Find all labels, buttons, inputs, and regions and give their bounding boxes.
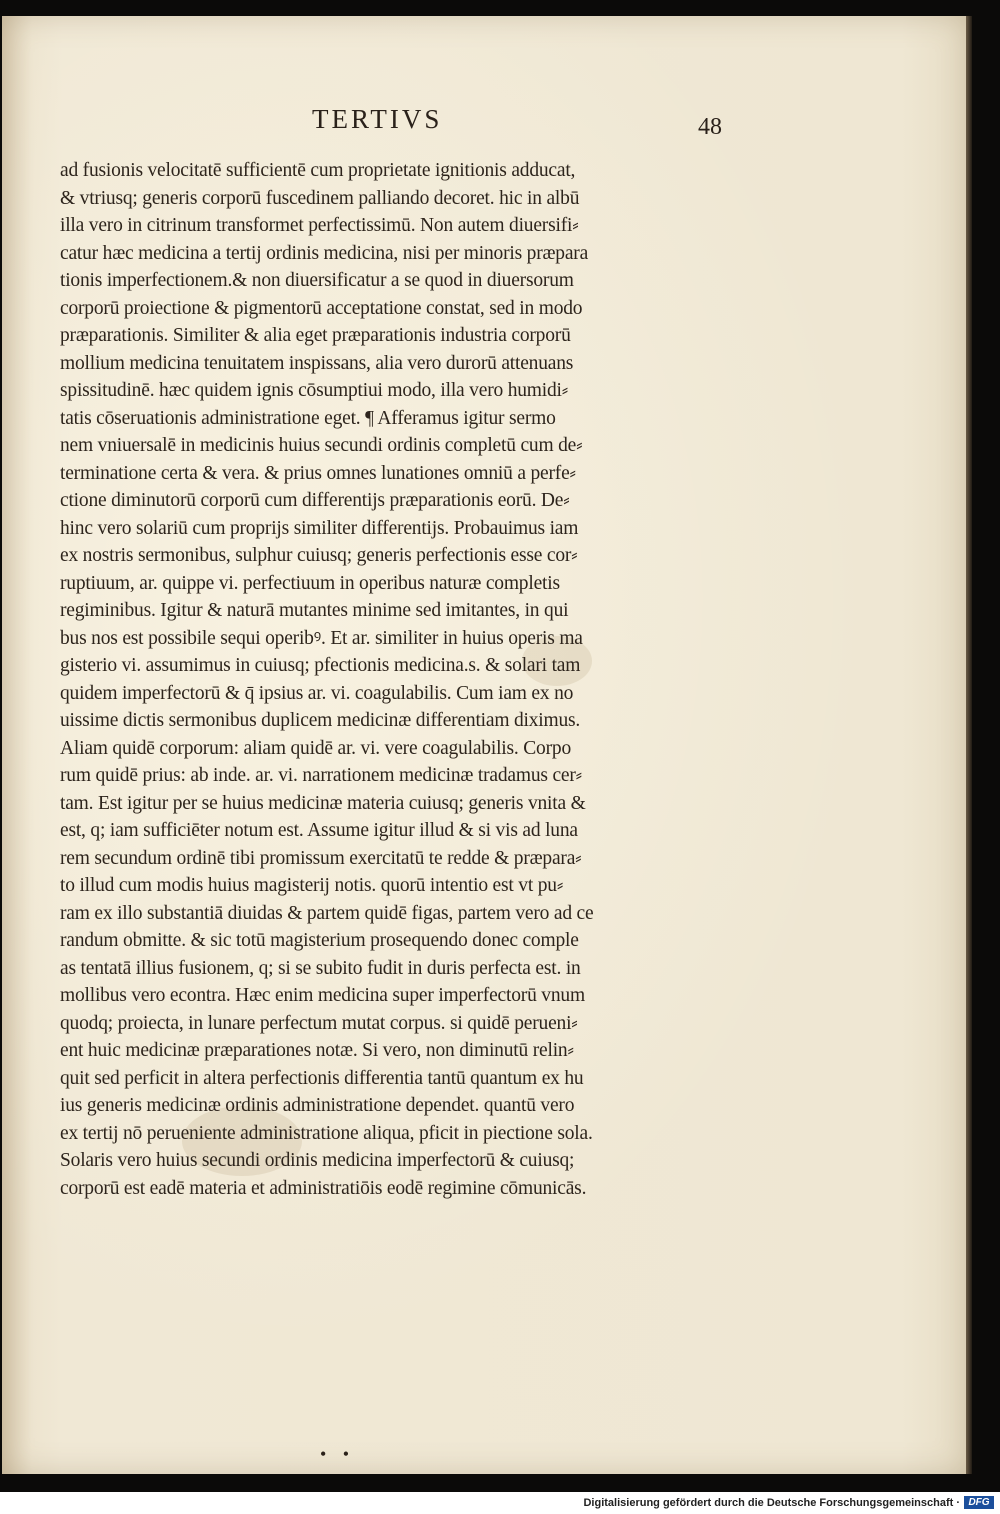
text-line: quodq; proiecta, in lunare perfectum mutat corpus. si quidē perueni⸗: [60, 1012, 578, 1034]
text-line: quidem imperfectorū & q̄ ipsius ar. vi. coagulabilis. Cum iam ex no: [60, 682, 574, 704]
text-line: to illud cum modis huius magisterij notis. quorū intentio est vt pu⸗: [60, 875, 564, 896]
text-line: tionis imperfectionem.& non diuersificatur a se quod in diuersorum: [60, 270, 574, 291]
text-line: illa vero in citrinum transformet perfectissimū. Non autem diuersifi⸗: [60, 215, 579, 236]
text-line: corporū proiectione & pigmentorū acceptatione constat, sed in modo: [60, 297, 583, 319]
text-line: corporū est eadē materia et administratiōis eodē regimine cōmunicās.: [60, 1177, 587, 1199]
text-line: tatis cōseruationis administratione eget. ¶ Afferamus igitur sermo: [60, 407, 556, 429]
text-line: quit sed perficit in altera perfectionis differentia tantū quantum ex hu: [60, 1067, 584, 1089]
text-line: terminatione certa & vera. & prius omnes lunationes omniū a perfe⸗: [60, 462, 576, 484]
text-line: rem secundum ordinē tibi promissum exercitatū te redde & præpara⸗: [60, 847, 582, 869]
text-line: Solaris vero huius secundi ordinis medicina imperfectorū & cuiusq;: [60, 1150, 575, 1171]
text-line: gisterio vi. assumimus in cuiusq; pfectionis medicina.s. & solari tam: [60, 655, 581, 676]
text-line: uissime dictis sermonibus duplicem medicinæ differentiam diximus.: [60, 710, 581, 731]
text-line: ram ex illo substantiā diuidas & partem quidē figas, partem vero ad ce: [60, 902, 594, 924]
text-line: nem vniuersalē in medicinis huius secundi ordinis completū cum de⸗: [60, 435, 583, 456]
text-line: tam. Est igitur per se huius medicinæ materia cuiusq; generis vnita &: [60, 792, 586, 814]
text-line: ent huic medicinæ præparationes notæ. Si vero, non diminutū relin⸗: [60, 1040, 574, 1061]
bottom-marks: • •: [320, 1444, 356, 1464]
text-line: mollibus vero econtra. Hæc enim medicina super imperfectorū vnum: [60, 985, 585, 1006]
running-title: TERTIVS: [312, 104, 443, 134]
text-line: & vtriusq; generis corporū fuscedinem palliando decoret. hic in albū: [60, 187, 580, 209]
text-line: bus nos est possibile sequi operibꝰ. Et ar. similiter in huius operis ma: [60, 627, 583, 649]
text-line: regiminibus. Igitur & naturā mutantes minime sed imitantes, in qui: [60, 600, 569, 621]
text-line: hinc vero solariū cum proprijs similiter differentijs. Probauimus iam: [60, 517, 579, 539]
footer-credit: Digitalisierung gefördert durch die Deutsche Forschungsgemeinschaft ·: [583, 1497, 960, 1509]
text-line: ex nostris sermonibus, sulphur cuiusq; generis perfectionis esse cor⸗: [60, 545, 578, 566]
text-line: ctione diminutorū corporū cum differentijs præparationis eorū. De⸗: [60, 490, 570, 511]
page-number: 48: [698, 114, 722, 140]
text-line: ius generis medicinæ ordinis administratione dependet. quantū vero: [60, 1095, 575, 1116]
text-line: rum quidē prius: ab inde. ar. vi. narrationem medicinæ tradamus cer⸗: [60, 765, 582, 786]
text-line: præparationis. Similiter & alia eget præparationis industria corporū: [60, 325, 571, 346]
text-line: randum obmitte. & sic totū magisterium prosequendo donec comple: [60, 930, 579, 951]
body-text: [60, 157, 740, 1202]
dfg-logo: DFG: [964, 1496, 994, 1509]
text-line: est, q; iam sufficiēter notum est. Assume igitur illud & si vis ad luna: [60, 820, 578, 841]
text-line: catur hæc medicina a tertij ordinis medicina, nisi per minoris præpara: [60, 242, 589, 264]
text-line: Aliam quidē corporum: aliam quidē ar. vi. vere coagulabilis. Corpo: [60, 737, 571, 759]
text-line: as tentatā illius fusionem, q; si se subito fudit in duris perfecta est. in: [60, 957, 581, 979]
page-edge-shadow: [966, 16, 972, 1474]
text-line: ad fusionis velocitatē sufficientē cum proprietate ignitionis adducat,: [60, 160, 576, 181]
text-line: ruptiuum, ar. quippe vi. perfectiuum in operibus naturæ completis: [60, 572, 560, 594]
text-line: mollium medicina tenuitatem inspissans, alia vero durorū attenuans: [60, 352, 574, 374]
text-line: ex tertij nō perueniente administratione aliqua, pficit in piectione sola.: [60, 1122, 593, 1144]
text-line: spissitudinē. hæc quidem ignis cōsumptiui modo, illa vero humidi⸗: [60, 380, 569, 401]
